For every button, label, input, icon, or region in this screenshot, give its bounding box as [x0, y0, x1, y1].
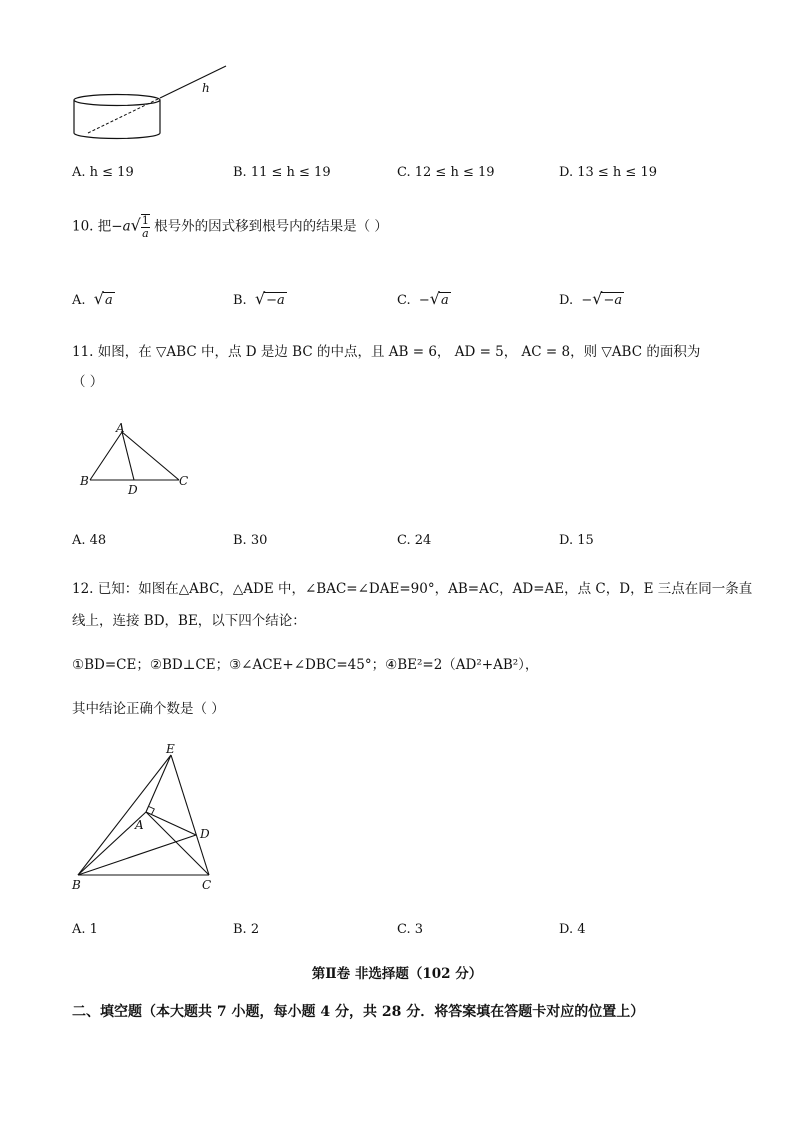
q12-stem-line2: 线上，连接 BD，BE，以下四个结论： — [72, 613, 306, 629]
q10-option-d-label: D. — [559, 293, 574, 308]
q12-stem-line1: 12. 已知：如图在△ABC，△ADE 中，∠BAC=∠DAE=90°，AB=AC，AD=AE，点 C，D，E 三点在同一条直 — [72, 581, 753, 597]
q9-option-b[interactable]: B. 11 ≤ h ≤ 19 — [233, 165, 331, 180]
q10-option-c[interactable] — [397, 289, 451, 308]
q10-text: 根号外的因式移到根号内的结果是（ ） — [154, 218, 388, 235]
q10-option-b-expr: −a — [266, 293, 285, 308]
q12-option-d[interactable]: D. 4 — [559, 922, 586, 937]
q11-stem-line1: 11. 如图，在 ▽ABC 中，点 D 是边 BC 的中点，且 AB = 6， AD = 5， AC = 8，则 ▽ABC 的面积为 — [72, 344, 701, 360]
q12-option-c[interactable]: C. 3 — [397, 922, 424, 937]
segment-ab — [90, 432, 122, 480]
q11-stem-line2: （ ） — [72, 374, 104, 390]
q10-option-c-expr: a — [441, 293, 449, 308]
straw-hidden-part — [88, 98, 160, 133]
q12-option-b[interactable]: B. 2 — [233, 922, 260, 937]
q11-option-d[interactable]: D. 15 — [559, 533, 594, 548]
label-a: A — [135, 818, 144, 832]
q10-option-c-sign: − — [418, 293, 430, 308]
q10-option-a-expr: a — [105, 293, 113, 308]
q10-option-d[interactable] — [559, 289, 624, 308]
q10-stem — [72, 214, 388, 240]
segment-bd — [78, 835, 196, 875]
q10-option-d-sign: − — [581, 293, 593, 308]
q11-option-c[interactable]: C. 24 — [397, 533, 432, 548]
label-e: E — [166, 742, 175, 756]
q12-option-a[interactable]: A. 1 — [72, 922, 98, 937]
q10-option-c-label: C. — [397, 293, 411, 308]
q10-option-b[interactable] — [233, 289, 287, 308]
q9-option-d[interactable]: D. 13 ≤ h ≤ 19 — [559, 165, 657, 180]
label-c: C — [202, 878, 212, 892]
radical-sign: √ — [254, 289, 266, 308]
cylinder-straw-figure — [66, 60, 236, 145]
q9-option-c[interactable]: C. 12 ≤ h ≤ 19 — [397, 165, 495, 180]
q10-fraction — [141, 214, 150, 240]
q10-number: 10. 把 — [72, 218, 112, 235]
q10-option-b-label: B. — [233, 293, 247, 308]
radical-sign: √ — [93, 289, 104, 308]
q10-option-d-expr: −a — [603, 293, 623, 308]
q12-question: 其中结论正确个数是（ ） — [72, 701, 225, 717]
part2-title: 第Ⅱ卷 非选择题（102 分） — [311, 966, 483, 982]
cylinder-bottom-arc — [74, 133, 160, 139]
segment-ae — [146, 755, 171, 812]
segment-ac — [122, 432, 179, 480]
q11-option-a[interactable]: A. 48 — [72, 533, 107, 548]
triangle-abc-figure — [78, 422, 198, 500]
q10-frac-num: 1 — [141, 214, 149, 227]
q10-option-a-label: A. — [72, 293, 86, 308]
straw-visible-part — [160, 66, 226, 98]
segment-ad — [122, 432, 134, 480]
q9-option-a[interactable]: A. h ≤ 19 — [72, 165, 134, 180]
label-d: D — [128, 483, 138, 497]
q10-prefix: −a — [111, 218, 131, 235]
radical-sign: √ — [130, 215, 141, 235]
label-c: C — [179, 474, 189, 488]
q11-option-b[interactable]: B. 30 — [233, 533, 268, 548]
label-h: h — [202, 81, 210, 95]
radical-sign: √ — [429, 289, 440, 308]
q10-option-a[interactable] — [72, 289, 115, 308]
radical-sign: √ — [592, 289, 603, 308]
triangles-abc-ade-figure — [66, 740, 226, 892]
label-b: B — [72, 878, 81, 892]
label-a: A — [116, 422, 125, 435]
segment-be — [78, 755, 171, 875]
segment-ad — [146, 812, 196, 835]
q10-frac-den: a — [142, 227, 149, 240]
label-d: D — [200, 827, 210, 841]
label-b: B — [80, 474, 89, 488]
segment-ec — [171, 755, 209, 875]
q12-conclusions: ①BD=CE；②BD⊥CE；③∠ACE+∠DBC=45°；④BE²=2（AD²+AB²）， — [72, 657, 539, 673]
fill-in-section-heading: 二、填空题（本大题共 7 小题，每小题 4 分，共 28 分．将答案填在答题卡对应的位置上） — [72, 1004, 645, 1020]
